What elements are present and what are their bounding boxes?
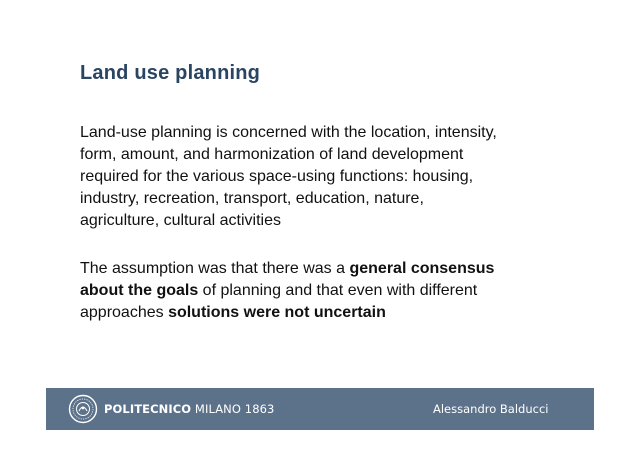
- footer-bar: [46, 388, 594, 430]
- paragraph-assumption: [80, 258, 590, 324]
- author-name: Alessandro Balducci: [433, 402, 549, 416]
- institution-name: [104, 402, 274, 416]
- text-emphasis: about the goals: [80, 282, 199, 299]
- institution-name-light: MILANO 1863: [191, 402, 275, 416]
- paragraph-line: [80, 280, 590, 302]
- paragraph-line: agriculture, cultural activities: [80, 212, 281, 229]
- institution-name-bold: POLITECNICO: [104, 402, 192, 416]
- text-normal: The assumption was that there was a: [80, 260, 350, 277]
- paragraph-line: required for the various space-using functions: housing,: [80, 168, 474, 185]
- paragraph-line: Land-use planning is concerned with the location, intensity,: [80, 124, 497, 141]
- text-emphasis: solutions were not uncertain: [168, 304, 386, 321]
- paragraph-line: [80, 302, 590, 324]
- paragraph-definition: [80, 122, 590, 232]
- paragraph-line: [80, 258, 590, 280]
- text-emphasis: general consensus: [349, 260, 495, 277]
- text-normal: approaches: [80, 304, 169, 321]
- university-seal-icon: [68, 394, 98, 424]
- slide-title: Land use planning: [80, 62, 261, 84]
- text-normal: of planning and that even with different: [198, 282, 478, 299]
- paragraph-line: form, amount, and harmonization of land development: [80, 146, 464, 163]
- paragraph-line: industry, recreation, transport, education, nature,: [80, 190, 424, 207]
